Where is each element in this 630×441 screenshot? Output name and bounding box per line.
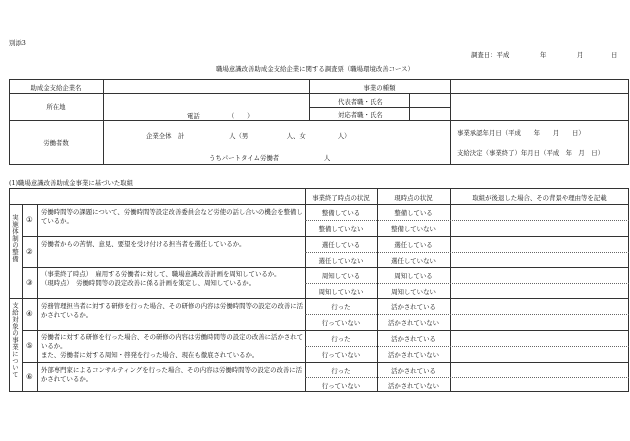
current-status-negative: 活かされていない [387,351,440,359]
workers-total-line: 企業全体 計 人（男 人、女 人） [146,132,351,140]
end-status-negative: 選任していない [318,256,364,265]
column-header-current-status: 現時点の状況 [394,194,433,202]
decision-date-label: 支給決定（事業終了）年月日（平成 年 月 日） [457,149,604,157]
address-label: 所在地 [46,103,66,111]
survey-date-label: 調査日：平成 [471,51,510,59]
row-question [41,366,303,384]
row-divider [305,314,629,315]
workers-label: 労働者数 [43,139,69,147]
row-number: ① [26,215,33,224]
contact-person-label: 対応者職・氏名 [338,111,383,119]
row-divider [305,283,629,284]
row-question-line: （現時点） 労働時間等の設定改善に係る計画を策定し、周知しているか。 [41,279,256,287]
row-question [41,208,303,226]
company-name-label: 助成金支給企業名 [30,84,82,92]
current-status-positive: 周知している [394,272,433,280]
page-title: 職場意識改善助成金支給企業に関する調査票（職場環境改善コース） [216,65,414,73]
row-number: ④ [26,309,33,318]
row-question [41,302,303,320]
row-question-line: 外部専門家によるコンサルティングを行った場合、その内容は労働時間等の設定の改善に活かされているか。 [41,366,303,383]
row-divider [305,346,629,347]
current-status-negative: 活かされていない [387,319,440,327]
current-status-negative: 整備していない [391,225,436,233]
survey-date-month: 月 [577,51,584,59]
end-status-negative: 行っていない [321,319,361,327]
end-status-negative: 行っていない [321,351,361,359]
current-status-positive: 選任している [394,241,433,249]
column-header-end-status: 事業終了時点の状況 [312,194,370,202]
row-number: ② [26,246,33,256]
row-question-line: 労働時間等の課題について、労働時間等設定改善委員会など労使の話し合いの機会を整備しているか。 [41,208,303,225]
end-status-negative: 行っていない [321,382,361,390]
representative-label: 代表者職・氏名 [338,98,383,106]
group-label-subsidy-projects: 支給対象の事業について [11,302,19,378]
current-status-positive: 活かされている [391,367,436,375]
current-status-positive: 活かされている [391,303,436,311]
row-number: ⑤ [26,341,33,350]
current-status-positive: 整備している [394,209,433,217]
phone-label: 電話 [187,112,200,120]
row-question-line: 労働者からの苦情、意見、要望を受け付ける担当者を選任しているか。 [41,240,246,248]
row-number: ⑥ [26,372,33,381]
section-heading: (1)職場意識改善助成金事業に基づいた取組 [9,179,134,187]
current-status-negative: 周知していない [391,287,436,296]
row-question-line: 労働者に対する研修を行った場合、その研修の内容は労働時間等の設定の改善に活かされているか。 [41,333,304,350]
survey-date-day: 日 [611,51,618,59]
row-divider [305,377,629,378]
approval-date-label: 事業承認年月日（平成 年 月 日） [457,129,585,137]
current-status-positive: 活かされている [391,335,436,343]
survey-date-year: 年 [540,51,547,59]
row-question-line: 労務管理担当者に対する研修を行った場合、その研修の内容は労働時間等の設定の改善に活かされているか。 [41,302,304,319]
row-question-line: また、労働者に対する周知・啓発を行った場合、現在も徹底されているか。 [41,351,259,359]
row-divider [305,252,629,253]
row-question [41,333,303,360]
column-header-background: 取組が後退した場合、その背景や理由等を記載 [472,194,607,202]
end-status-positive: 行った [331,335,351,343]
end-status-negative: 整備していない [318,225,364,233]
corner-label: 別添3 [9,39,26,47]
end-status-positive: 選任している [321,241,361,249]
end-status-positive: 行った [331,303,351,311]
row-question-line: （事業終了時点） 雇用する労働者に対して、職場意識改善計画を周知しているか。 [41,270,281,278]
phone-area-parens: （ ） [228,112,254,120]
end-status-positive: 周知している [321,272,361,280]
end-status-positive: 整備している [321,209,361,217]
row-divider [305,220,629,221]
group-label-implementation: 実施体制の整備 [11,214,19,263]
row-question [41,240,303,249]
end-status-negative: 周知していない [318,287,364,296]
row-question [41,270,303,288]
part-time-line: うちパートタイム労働者 人 [209,154,331,162]
end-status-positive: 行った [331,367,351,375]
current-status-negative: 選任していない [391,256,436,265]
row-number: ③ [26,277,33,287]
business-type-label: 事業の種類 [363,84,396,92]
current-status-negative: 活かされていない [387,382,440,390]
